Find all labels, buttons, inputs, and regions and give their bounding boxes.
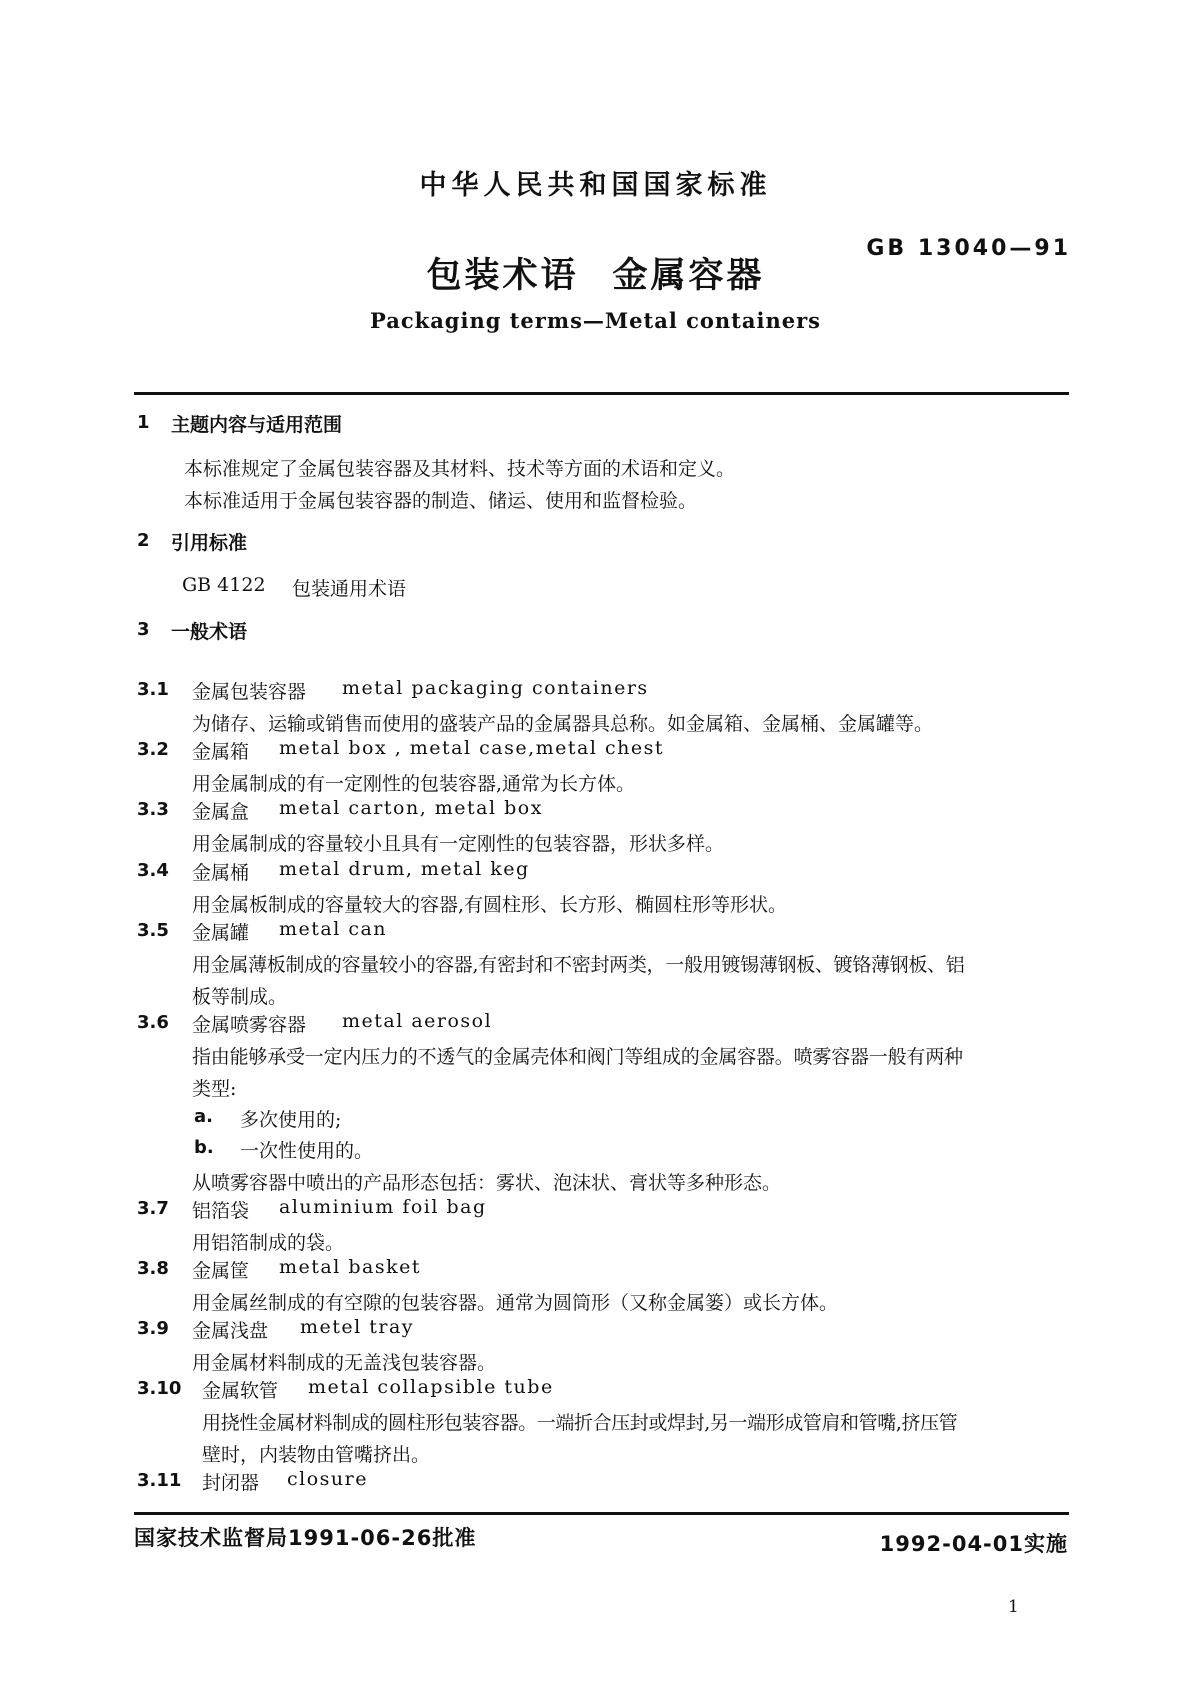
term-number: 3.4 (137, 860, 169, 881)
term-number: 3.3 (137, 799, 169, 820)
term-definition: 用金属板制成的容量较大的容器,有圆柱形、长方形、椭圆柱形等形状。 (192, 894, 788, 916)
term-number: 3.6 (137, 1012, 169, 1033)
term-name-en: metal can (279, 918, 388, 940)
term-number: 3.11 (137, 1470, 182, 1491)
term-number: 3.10 (137, 1378, 182, 1399)
section-1-title: 主题内容与适用范围 (171, 414, 343, 436)
term-definition-line: 类型: (192, 1078, 237, 1100)
reference-standard-title: 包装通用术语 (292, 578, 407, 600)
section-1-number: 1 (137, 412, 150, 433)
section-3-title: 一般术语 (171, 621, 248, 643)
document-title (0, 248, 1191, 298)
term-definition: 为储存、运输或销售而使用的盛装产品的金属器具总称。如金属箱、金属桶、金属罐等。 (192, 713, 934, 735)
term-name-en: metal box , metal case,metal chest (279, 737, 664, 759)
term-name-zh: 封闭器 (202, 1472, 260, 1494)
term-name-zh: 金属盒 (192, 801, 250, 823)
term-name-en: metal collapsible tube (308, 1376, 554, 1398)
approval-line: 国家技术监督局1991-06-26批准 (134, 1526, 477, 1550)
term-number: 3.2 (137, 739, 169, 760)
list-item-label: a. (194, 1106, 213, 1127)
term-name-zh: 金属罐 (192, 922, 250, 944)
term-number: 3.1 (137, 679, 169, 700)
section-3-number: 3 (137, 619, 150, 640)
title-part1: 包装术语 (426, 256, 579, 296)
term-name-en: metal drum, metal keg (279, 858, 530, 880)
term-definition: 用金属丝制成的有空隙的包装容器。通常为圆筒形（又称金属篓）或长方体。 (192, 1292, 839, 1314)
term-name-zh: 金属筐 (192, 1260, 250, 1282)
document-title-en: Packaging terms—Metal containers (370, 308, 821, 333)
list-item: 多次使用的; (240, 1109, 342, 1131)
term-name-zh: 金属包装容器 (192, 681, 307, 703)
section-2-title: 引用标准 (171, 532, 248, 554)
term-name-en: metel tray (300, 1316, 415, 1338)
standard-code: GB 13040—91 (866, 236, 1071, 261)
org-title: 中华人民共和国国家标准 (419, 170, 772, 201)
term-name-zh: 金属软管 (202, 1380, 279, 1402)
term-number: 3.5 (137, 920, 169, 941)
term-name-zh: 铝箔袋 (192, 1200, 250, 1222)
list-item: 一次性使用的。 (240, 1140, 374, 1162)
term-definition-line: 用金属薄板制成的容量较小的容器,有密封和不密封两类，一般用镀锡薄钢板、镀铬薄钢板、铝 (192, 954, 965, 976)
term-name-zh: 金属箱 (192, 741, 250, 763)
term-definition-line: 用挠性金属材料制成的圆柱形包装容器。一端折合压封或焊封,另一端形成管肩和管嘴,挤压管 (202, 1412, 958, 1434)
term-name-en: metal packaging containers (342, 677, 649, 699)
term-name-en: metal carton, metal box (279, 797, 543, 819)
term-name-zh: 金属浅盘 (192, 1320, 269, 1342)
term-name-en: metal basket (279, 1256, 421, 1278)
header-divider (134, 392, 1069, 395)
effective-date: 1992-04-01实施 (879, 1532, 1068, 1556)
section-2-number: 2 (137, 530, 150, 551)
term-name-zh: 金属喷雾容器 (192, 1014, 307, 1036)
term-definition: 用金属制成的容量较小且具有一定刚性的包装容器，形状多样。 (192, 833, 725, 855)
title-part2: 金属容器 (612, 256, 765, 296)
term-number: 3.7 (137, 1198, 169, 1219)
term-definition: 用金属制成的有一定刚性的包装容器,通常为长方体。 (192, 773, 636, 795)
term-definition-line: 壁时，内装物由管嘴挤出。 (202, 1444, 431, 1466)
term-number: 3.9 (137, 1318, 169, 1339)
term-definition: 用铝箔制成的袋。 (192, 1232, 345, 1254)
term-definition-line: 从喷雾容器中喷出的产品形态包括：雾状、泡沫状、膏状等多种形态。 (192, 1172, 782, 1194)
term-name-en: closure (287, 1468, 368, 1490)
page-number: 1 (1008, 1597, 1019, 1617)
reference-standard-code: GB 4122 (182, 574, 266, 596)
term-name-en: aluminium foil bag (279, 1196, 487, 1218)
list-item-label: b. (194, 1137, 214, 1158)
term-definition: 用金属材料制成的无盖浅包装容器。 (192, 1352, 497, 1374)
term-definition-line: 指由能够承受一定内压力的不透气的金属壳体和阀门等组成的金属容器。喷雾容器一般有两种 (192, 1046, 963, 1068)
footer-divider (134, 1512, 1069, 1515)
section-1-para-1: 本标准规定了金属包装容器及其材料、技术等方面的术语和定义。 (184, 458, 736, 480)
section-1-para-2: 本标准适用于金属包装容器的制造、储运、使用和监督检验。 (184, 490, 698, 512)
term-number: 3.8 (137, 1258, 169, 1279)
term-name-zh: 金属桶 (192, 862, 250, 884)
term-definition-line: 板等制成。 (192, 986, 288, 1008)
term-name-en: metal aerosol (342, 1010, 493, 1032)
